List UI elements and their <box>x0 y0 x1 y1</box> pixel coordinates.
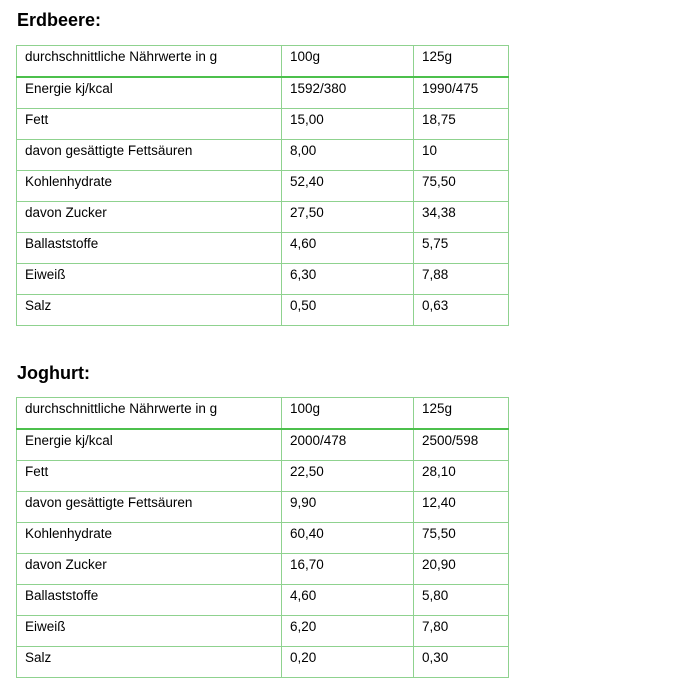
value-100g-cell: 4,60 <box>282 233 414 264</box>
value-125g-cell: 7,88 <box>414 264 509 295</box>
value-100g-cell: 9,90 <box>282 492 414 523</box>
header-value-100g-cell: 100g <box>282 46 414 78</box>
section-title-joghurt: Joghurt: <box>17 363 90 383</box>
nutrient-cell: davon gesättigte Fettsäuren <box>17 492 282 523</box>
table-row <box>17 461 509 492</box>
value-100g-cell: 6,30 <box>282 264 414 295</box>
value-125g-cell: 12,40 <box>414 492 509 523</box>
value-100g-cell: 22,50 <box>282 461 414 492</box>
nutrient-cell: Eiweiß <box>17 264 282 295</box>
header-value-100g-cell: 100g <box>282 398 414 430</box>
nutrient-cell: Fett <box>17 109 282 140</box>
table-row <box>17 295 509 326</box>
table-row <box>17 264 509 295</box>
nutrition-table-joghurt <box>16 397 509 678</box>
value-125g-cell: 2500/598 <box>414 429 509 461</box>
table-row <box>17 109 509 140</box>
nutrient-cell: Salz <box>17 647 282 678</box>
value-125g-cell: 34,38 <box>414 202 509 233</box>
table-row <box>17 647 509 678</box>
table-row <box>17 202 509 233</box>
table-row <box>17 616 509 647</box>
value-100g-cell: 0,20 <box>282 647 414 678</box>
value-125g-cell: 28,10 <box>414 461 509 492</box>
nutrient-cell: Ballaststoffe <box>17 585 282 616</box>
value-100g-cell: 16,70 <box>282 554 414 585</box>
value-100g-cell: 27,50 <box>282 202 414 233</box>
value-125g-cell: 5,75 <box>414 233 509 264</box>
value-125g-cell: 18,75 <box>414 109 509 140</box>
nutrition-table-erdbeere <box>16 45 509 326</box>
value-125g-cell: 0,63 <box>414 295 509 326</box>
table-header-row <box>17 46 509 78</box>
table-row <box>17 554 509 585</box>
nutrient-cell: Eiweiß <box>17 616 282 647</box>
table-row <box>17 77 509 109</box>
table-row <box>17 523 509 554</box>
table-row <box>17 171 509 202</box>
nutrient-cell: Ballaststoffe <box>17 233 282 264</box>
value-125g-cell: 1990/475 <box>414 77 509 109</box>
table-row <box>17 140 509 171</box>
value-100g-cell: 1592/380 <box>282 77 414 109</box>
value-125g-cell: 75,50 <box>414 523 509 554</box>
table-header-row <box>17 398 509 430</box>
value-125g-cell: 7,80 <box>414 616 509 647</box>
nutrient-cell: Kohlenhydrate <box>17 523 282 554</box>
nutrient-cell: davon Zucker <box>17 202 282 233</box>
nutrient-cell: Salz <box>17 295 282 326</box>
nutrient-cell: Kohlenhydrate <box>17 171 282 202</box>
header-nutrient-cell: durchschnittliche Nährwerte in g <box>17 46 282 78</box>
value-100g-cell: 60,40 <box>282 523 414 554</box>
nutrient-cell: Energie kj/kcal <box>17 429 282 461</box>
value-100g-cell: 8,00 <box>282 140 414 171</box>
value-125g-cell: 20,90 <box>414 554 509 585</box>
value-100g-cell: 0,50 <box>282 295 414 326</box>
header-nutrient-cell: durchschnittliche Nährwerte in g <box>17 398 282 430</box>
table-row <box>17 233 509 264</box>
value-100g-cell: 4,60 <box>282 585 414 616</box>
value-125g-cell: 10 <box>414 140 509 171</box>
header-value-125g-cell: 125g <box>414 46 509 78</box>
nutrient-cell: davon gesättigte Fettsäuren <box>17 140 282 171</box>
table-row <box>17 492 509 523</box>
nutrient-cell: Energie kj/kcal <box>17 77 282 109</box>
table-row <box>17 585 509 616</box>
value-125g-cell: 75,50 <box>414 171 509 202</box>
header-value-125g-cell: 125g <box>414 398 509 430</box>
value-125g-cell: 0,30 <box>414 647 509 678</box>
value-100g-cell: 2000/478 <box>282 429 414 461</box>
value-100g-cell: 52,40 <box>282 171 414 202</box>
value-100g-cell: 15,00 <box>282 109 414 140</box>
table-row <box>17 429 509 461</box>
nutrient-cell: Fett <box>17 461 282 492</box>
value-100g-cell: 6,20 <box>282 616 414 647</box>
section-title-erdbeere: Erdbeere: <box>17 10 102 30</box>
nutrient-cell: davon Zucker <box>17 554 282 585</box>
value-125g-cell: 5,80 <box>414 585 509 616</box>
